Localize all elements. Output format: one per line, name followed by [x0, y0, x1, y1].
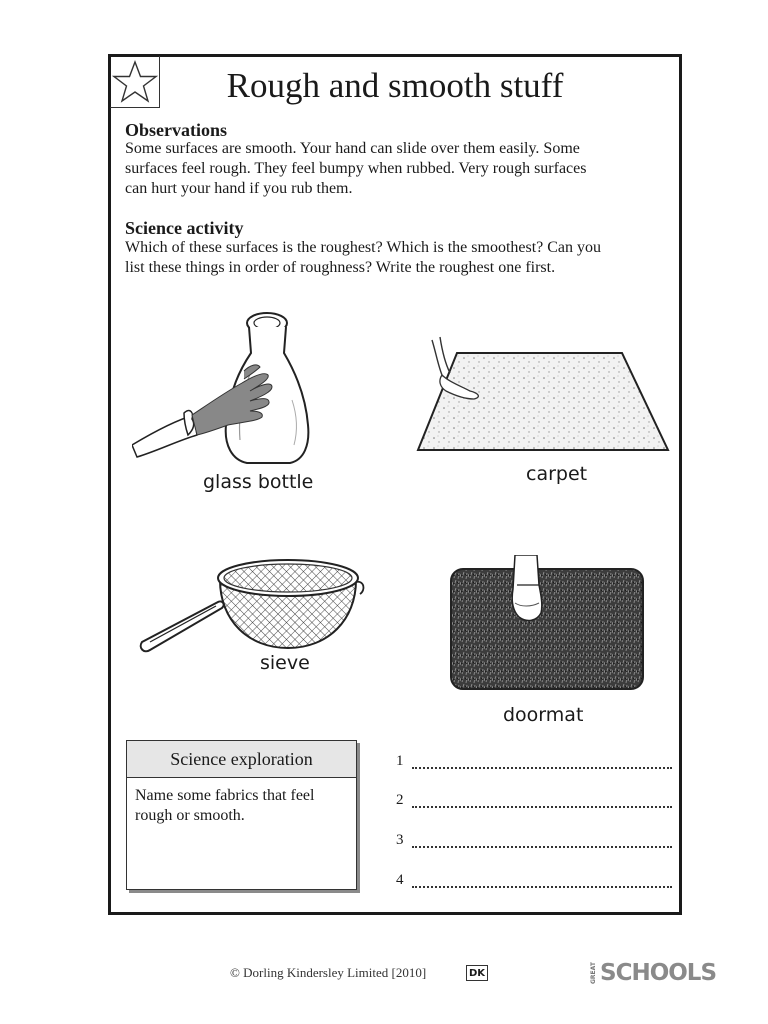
observations-line: Some surfaces are smooth. Your hand can slide over them easily. Some — [125, 140, 580, 157]
greatschools-logo-text: SCHOOLS — [600, 960, 717, 986]
answer-dotted-line — [412, 767, 672, 769]
doormat-label: doormat — [503, 704, 584, 726]
sieve-label: sieve — [260, 652, 310, 674]
answer-number: 1 — [396, 753, 404, 769]
science-exploration-box — [126, 740, 357, 890]
activity-text — [125, 238, 601, 278]
doormat-illustration — [445, 555, 650, 695]
answer-line-3[interactable] — [396, 832, 672, 854]
answer-line-2[interactable] — [396, 792, 672, 814]
glass-bottle-illustration — [132, 305, 332, 470]
sieve-illustration — [138, 550, 368, 660]
science-exploration-text — [127, 778, 356, 834]
answer-number: 3 — [396, 832, 404, 848]
answer-number: 4 — [396, 872, 404, 888]
observations-text — [125, 139, 586, 199]
activity-line: Which of these surfaces is the roughest? Which is the smoothest? Can you — [125, 239, 602, 256]
star-icon — [112, 59, 158, 105]
activity-line: list these things in order of roughness? Write the roughest one first. — [125, 259, 556, 276]
answer-dotted-line — [412, 846, 672, 848]
page-title: Rough and smooth stuff — [226, 66, 564, 105]
star-badge — [110, 56, 160, 108]
glass-bottle-label: glass bottle — [203, 471, 314, 493]
exploration-line: rough or smooth. — [135, 807, 245, 824]
answer-dotted-line — [412, 886, 672, 888]
copyright-text: © Dorling Kindersley Limited [2010] — [230, 965, 427, 980]
greatschools-logo-small-text: GREAT — [590, 962, 597, 984]
observations-line: surfaces feel rough. They feel bumpy when rubbed. Very rough surfaces — [125, 160, 587, 177]
carpet-label: carpet — [526, 463, 588, 485]
exploration-line: Name some fabrics that feel — [135, 787, 315, 804]
answer-number: 2 — [396, 792, 404, 808]
answer-line-4[interactable] — [396, 872, 672, 894]
answer-line-1[interactable] — [396, 753, 672, 775]
observations-line: can hurt your hand if you rub them. — [125, 180, 353, 197]
answer-dotted-line — [412, 806, 672, 808]
science-exploration-heading: Science exploration — [127, 741, 356, 778]
observations-heading: Observations — [125, 120, 228, 140]
activity-heading: Science activity — [125, 218, 244, 238]
dk-logo: DK — [466, 965, 488, 981]
carpet-illustration — [412, 335, 672, 455]
